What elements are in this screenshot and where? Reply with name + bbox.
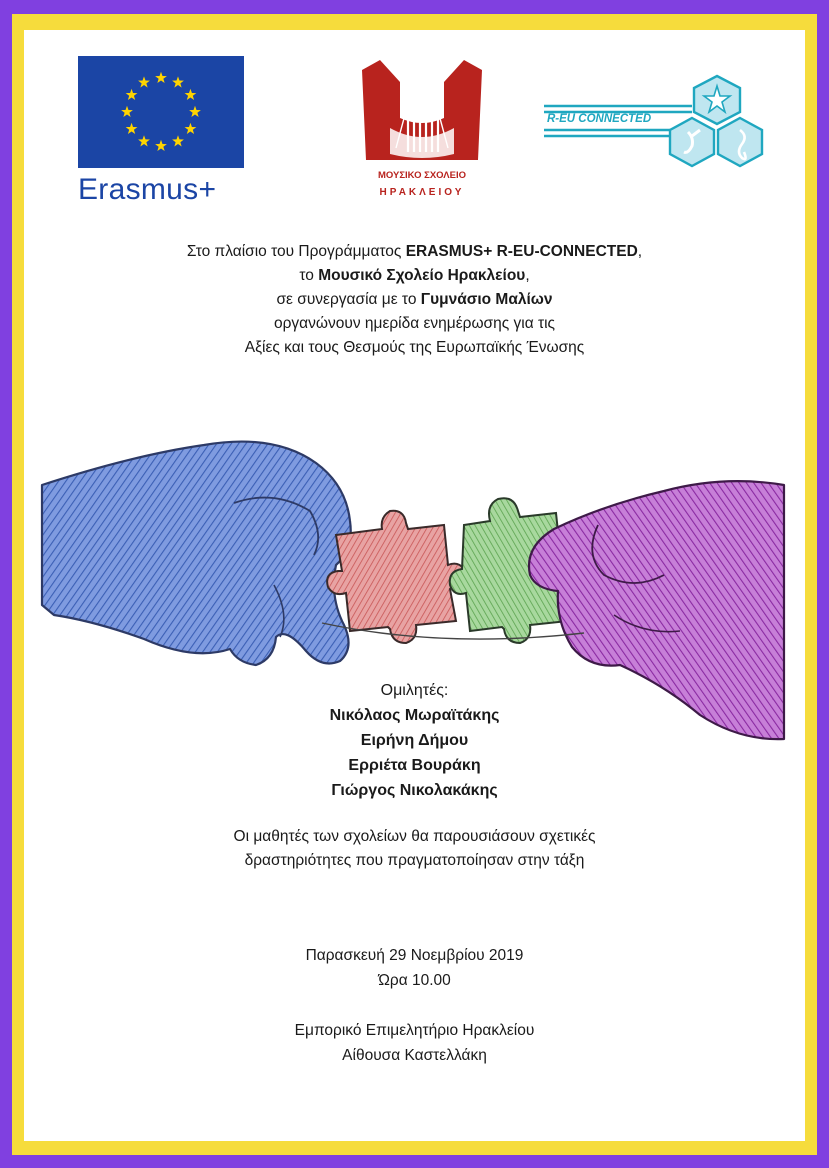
eu-star-icon — [126, 123, 138, 134]
speaker-name: Ειρήνη Δήμου — [360, 732, 469, 749]
erasmus-wordmark: Erasmus+ — [78, 173, 217, 206]
eu-star-icon — [138, 135, 150, 146]
event-datetime — [24, 943, 805, 993]
school-name-line1: ΜΟΥΣΙΚΟ ΣΧΟΛΕΙΟ — [377, 170, 467, 181]
eu-star-icon — [189, 106, 201, 117]
intro-line-2: το Μουσικό Σχολείο Ηρακλείου, — [299, 267, 530, 284]
speaker-name: Γιώργος Νικολακάκης — [331, 782, 498, 799]
eu-flag-icon — [78, 56, 244, 168]
intro-line-3: σε συνεργασία με το Γυμνάσιο Μαλίων — [276, 291, 553, 308]
eu-star-icon — [185, 89, 197, 100]
school-name-line2: ΗΡΑΚΛΕΙΟΥ — [379, 187, 465, 198]
eu-star-icon — [155, 140, 167, 151]
speakers-section — [24, 678, 805, 803]
event-time: Ώρα 10.00 — [378, 972, 451, 989]
eu-star-icon — [121, 106, 133, 117]
speaker-name: Νικόλαος Μωραϊτάκης — [329, 707, 500, 724]
organizer-school: Μουσικό Σχολείο Ηρακλείου — [318, 267, 526, 284]
event-date: Παρασκευή 29 Νοεμβρίου 2019 — [305, 947, 524, 964]
music-school-logo — [360, 58, 484, 208]
eu-star-icon — [172, 135, 184, 146]
blue-hand-drawing — [42, 442, 351, 665]
hexagon-emblem-icon — [542, 70, 764, 180]
speakers-heading: Ομιλητές: — [380, 682, 449, 699]
erasmus-plus-logo — [78, 56, 244, 206]
intro-line-4: οργανώνουν ημερίδα ενημέρωσης για τις — [273, 315, 556, 332]
eu-star-icon — [185, 123, 197, 134]
students-note — [24, 825, 805, 873]
students-line-2: δραστηριότητες που πραγματοποίησαν στην τάξη — [244, 852, 585, 869]
eu-star-icon — [138, 76, 150, 87]
intro-paragraph — [24, 240, 805, 360]
partner-school: Γυμνάσιο Μαλίων — [420, 291, 553, 308]
eu-star-icon — [155, 72, 167, 83]
speaker-name: Ερριέτα Βουράκη — [348, 757, 481, 774]
intro-line-1: Στο πλαίσιο του Προγράμματος ERASMUS+ R-EU-CONNECTED, — [186, 243, 643, 260]
venue-room: Αίθουσα Καστελλάκη — [342, 1047, 487, 1064]
eu-star-icon — [126, 89, 138, 100]
event-venue — [24, 1018, 805, 1068]
eu-star-icon — [172, 76, 184, 87]
lyre-emblem-icon — [360, 58, 484, 168]
intro-line-5: Αξίες και τους Θεσμούς της Ευρωπαϊκής Ένωσης — [244, 339, 585, 356]
program-name: ERASMUS+ R-EU-CONNECTED — [405, 243, 638, 260]
r-eu-connected-logo — [542, 70, 764, 180]
students-line-1: Οι μαθητές των σχολείων θα παρουσιάσουν σχετικές — [233, 828, 596, 845]
event-poster — [24, 30, 805, 1141]
venue-name: Εμπορικό Επιμελητήριο Ηρακλείου — [294, 1022, 535, 1039]
project-wordmark: R-EU CONNECTED — [547, 113, 652, 125]
